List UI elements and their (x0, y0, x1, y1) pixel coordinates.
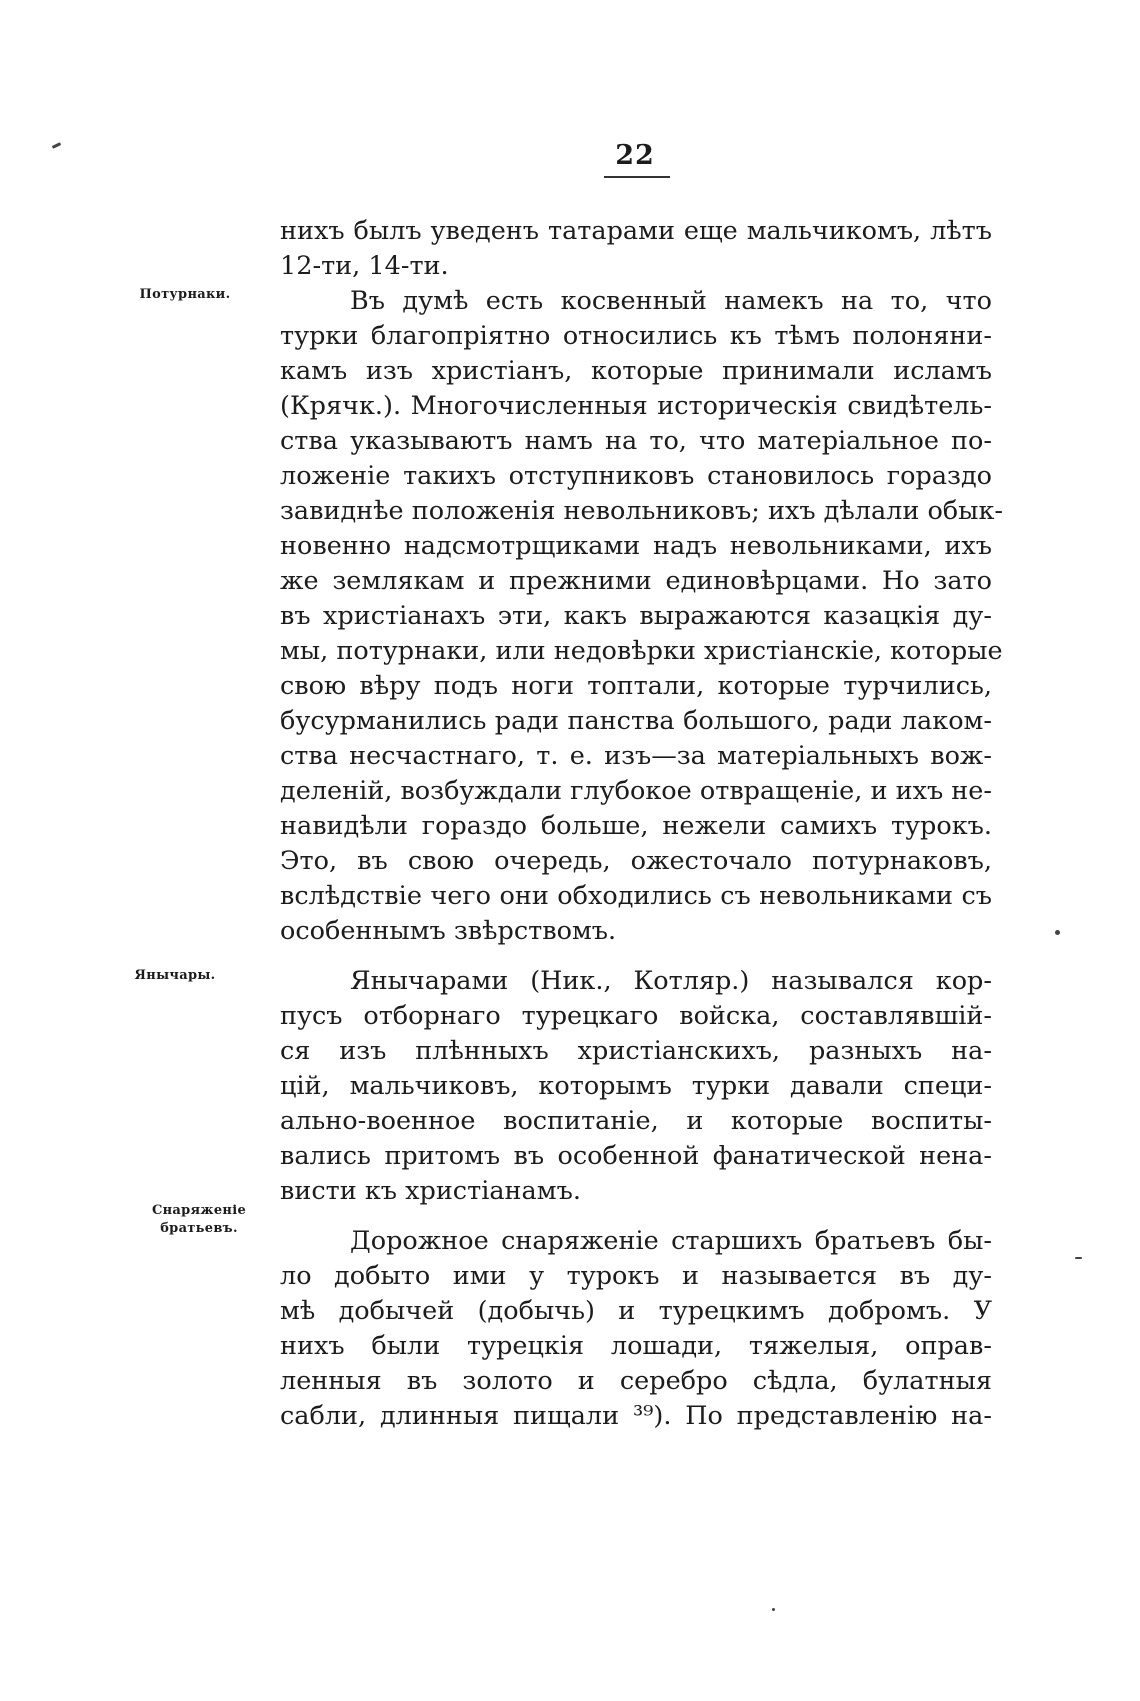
text-line: 12-ти, 14-ти. (280, 251, 449, 281)
text-line: вслѣдствіе чего они обходились съ невольниками съ (280, 881, 992, 911)
scan-speck (772, 1608, 775, 1611)
margin-note-line: братьевъ. (160, 1221, 238, 1236)
margin-note-line: Янычары. (134, 968, 216, 983)
text-line: новенно надсмотрщиками надъ невольниками, ихъ (280, 531, 992, 561)
text-line: нихъ были турецкія лошади, тяжелыя, оправ- (280, 1331, 992, 1361)
text-line: въ христіанахъ эти, какъ выражаются казацкія ду- (280, 601, 992, 631)
margin-note-snaryazhenie (124, 1202, 274, 1238)
text-line: особеннымъ звѣрствомъ. (280, 916, 617, 946)
text-line: ально-военное воспитаніе, и которые воспиты- (280, 1106, 992, 1136)
text-line: турки благопріятно относились къ тѣмъ полоняни- (280, 321, 992, 351)
text-line: ства указываютъ намъ на то, что матеріальное по- (280, 426, 992, 456)
text-line: цій, мальчиковъ, которымъ турки давали специ- (280, 1071, 992, 1101)
margin-note-yanychary (100, 967, 250, 985)
scan-speck (1075, 1257, 1082, 1259)
text-line: ложеніе такихъ отступниковъ становилось гораздо (280, 461, 992, 491)
text-line: мѣ добычей (добычь) и турецкимъ добромъ. У (280, 1296, 992, 1326)
page-number: 22 (615, 140, 655, 171)
text-line: мы, потурнаки, или недовѣрки христіанскіе, которые (280, 636, 1003, 666)
text-line: висти къ христіанамъ. (280, 1176, 581, 1206)
text-line: нихъ былъ уведенъ татарами еще мальчикомъ, лѣтъ (280, 216, 992, 246)
text-line: ленныя въ золото и серебро сѣдла, булатныя (280, 1366, 992, 1396)
text-line: (Крячк.). Многочисленныя историческія свидѣтель- (280, 391, 992, 421)
text-line: свою вѣру подъ ноги топтали, которые турчились, (280, 671, 992, 701)
text-line: ло добыто ими у турокъ и называется въ ду- (280, 1261, 992, 1291)
text-line: бусурманились ради панства большого, ради лаком- (280, 706, 992, 736)
text-line: ства несчастнаго, т. е. изъ—за матеріальныхъ вож- (280, 741, 992, 771)
text-line: навидѣли гораздо больше, нежели самихъ турокъ. (280, 811, 992, 841)
text-line: Дорожное снаряженіе старшихъ братьевъ бы- (350, 1226, 992, 1256)
scan-speck (52, 142, 61, 149)
text-line: деленій, возбуждали глубокое отвращеніе, и ихъ не- (280, 776, 992, 806)
text-line: сабли, длинныя пищали ³⁹). По представленію на- (280, 1401, 992, 1431)
text-line: пусъ отборнаго турецкаго войска, составлявшій- (280, 1001, 992, 1031)
text-line: камъ изъ христіанъ, которые принимали исламъ (280, 356, 992, 386)
text-line: ся изъ плѣнныхъ христіанскихъ, разныхъ на- (280, 1036, 992, 1066)
text-line: Въ думѣ есть косвенный намекъ на то, что (350, 286, 992, 316)
text-line: Это, въ свою очередь, ожесточало потурнаковъ, (280, 846, 992, 876)
text-line: вались притомъ въ особенной фанатической нена- (280, 1141, 992, 1171)
margin-note-line: Потурнаки. (139, 287, 231, 302)
margin-note-poturnaki (110, 286, 260, 304)
text-line: же землякам и прежними единовѣрцами. Но зато (280, 566, 992, 596)
margin-note-line: Снаряженіе (151, 1203, 247, 1218)
text-line: Янычарами (Ник., Котляр.) назывался кор- (350, 966, 992, 996)
scan-speck (1055, 930, 1060, 935)
page-number-rule (604, 176, 670, 178)
text-line: завиднѣе положенія невольниковъ; ихъ дѣлали обык- (280, 496, 1004, 526)
